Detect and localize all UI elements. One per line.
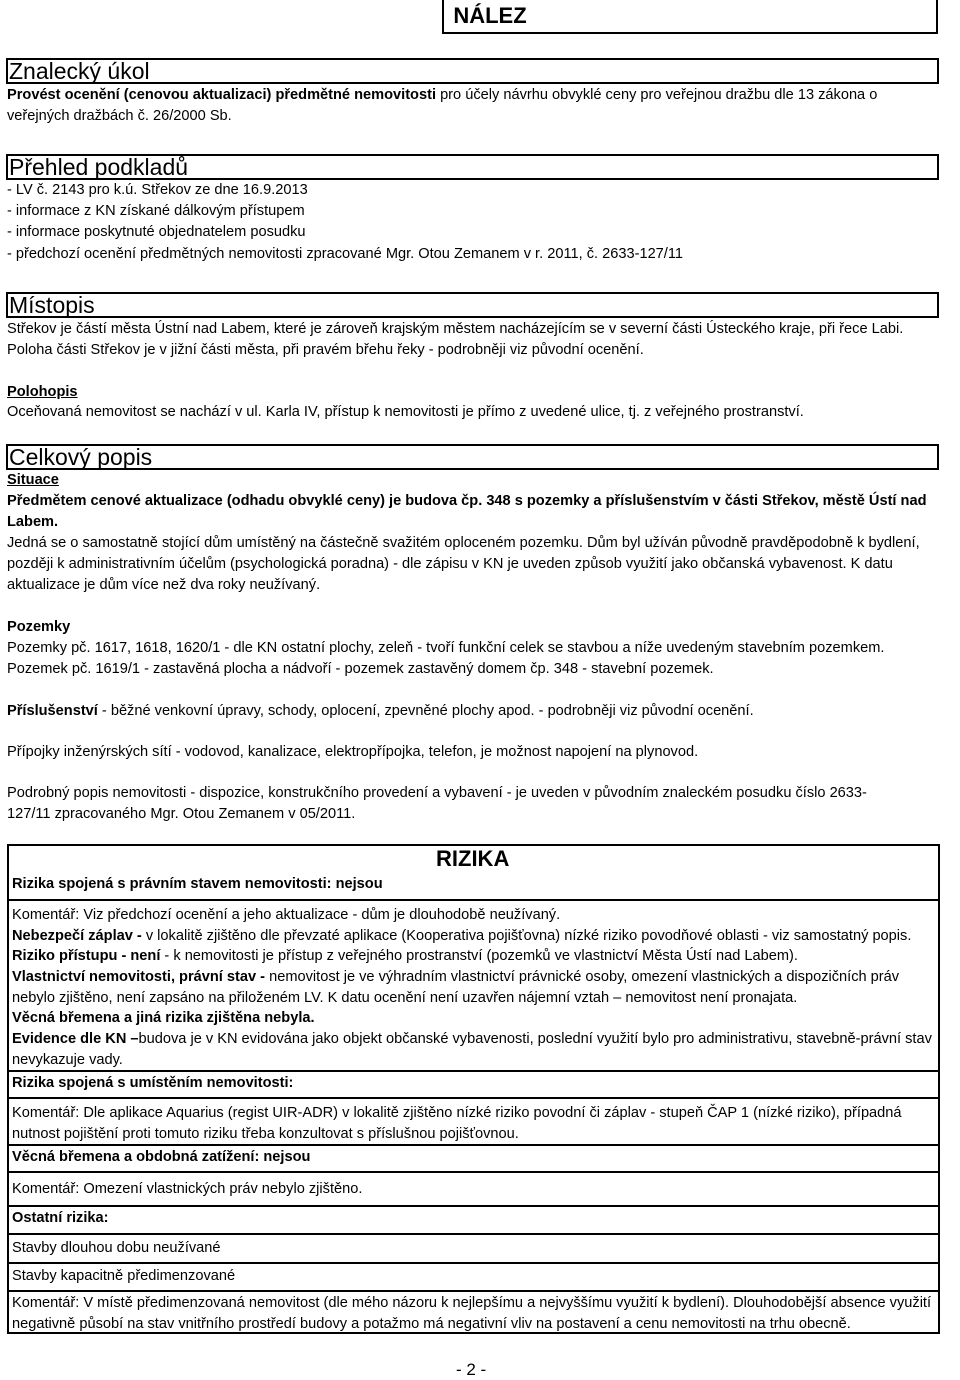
situace-text: Jedná se o samostatně stojící dům umístěný na částečně svažitém oploceném pozemku. Dům byl užíván původně pravděpodobně k bydlení, později k administrativním účelům (psychologická poradna) - dle zápisu v KN je uveden způsob využití jako občanská vybavenost. K datu aktualizace je dům více než dva roky neužívaný. bbox=[7, 535, 920, 593]
bremena-text: Věcná břemena a jiná rizika zjištěna nebyla. bbox=[12, 1010, 315, 1026]
vlastnictvi-label: Vlastnictví nemovitosti, právní stav - bbox=[12, 969, 266, 985]
komentar-text: Komentář: Viz předchozí ocenění a jeho aktualizace - dům je dlouhodobě neužívaný. bbox=[12, 907, 561, 923]
page-number: - 2 - bbox=[456, 1360, 487, 1379]
page-title: NÁLEZ bbox=[453, 3, 527, 28]
zaplav-label: Nebezpečí záplav - bbox=[12, 928, 142, 944]
pristup-text: - k nemovitosti je přístup z veřejného prostranství (pozemků ve vlastnictví Města Ústí nad Labem). bbox=[160, 948, 798, 964]
podklady-item: - LV č. 2143 pro k.ú. Střekov ze dne 16.9.2013 bbox=[7, 182, 308, 198]
divider bbox=[7, 1171, 940, 1173]
vlastnictvi-text: nemovitost je ve výhradním vlastnictví právnické osoby, omezení vlastnických a dispozičních práv nebylo zjištěno, není zapsáno na přiloženém LV. K datu ocenění není uzavřen nájemní vztah – nemovitost není pronajata. bbox=[12, 969, 900, 1006]
podklady-item: - informace poskytnuté objednatelem posudku bbox=[7, 224, 306, 240]
pripojky-text: Přípojky inženýrských sítí - vodovod, kanalizace, elektropřípojka, telefon, je možnost napojení na plynovod. bbox=[7, 744, 699, 760]
polohopis-label: Polohopis bbox=[7, 384, 78, 400]
situace-label: Situace bbox=[7, 472, 59, 488]
divider bbox=[7, 1233, 940, 1235]
evidence-label: Evidence dle KN – bbox=[12, 1031, 139, 1047]
section-heading-popis: Celkový popis bbox=[9, 444, 153, 470]
prislusenstvi-text: - běžné venkovní úpravy, schody, oplocení, zpevněné plochy apod. - podrobněji viz původní ocenění. bbox=[97, 703, 754, 719]
mistopis-text: Střekov je částí města Ústní nad Labem, které je zároveň krajským městem nacházejícím se v severní části Ústeckého kraje, při řece Labi. Poloha části Střekov je v jižní části města, při pravém břehu řeky - podrobněji viz původní ocenění. bbox=[7, 321, 904, 358]
pozemky-line: Pozemek pč. 1619/1 - zastavěná plocha a nádvoří - pozemek zastavěný domem čp. 348 - stavební pozemek. bbox=[7, 661, 714, 677]
vlastnictvi-paragraph bbox=[12, 967, 932, 1009]
section-box-mistopis bbox=[6, 292, 939, 318]
komentar-text: Komentář: Dle aplikace Aquarius (regist UIR-ADR) v lokalitě zjištěno nízké riziko povodní či záplav - stupeň ČAP 1 (nízké riziko), případná nutnost pojištění proti tomuto riziku třeba konzultovat s příslušnou pojišťovnou. bbox=[12, 1105, 902, 1142]
ostatni-item: Stavby kapacitně předimenzované bbox=[12, 1268, 236, 1284]
bremena2-label: Věcná břemena a obdobná zatížení: nejsou bbox=[12, 1149, 311, 1165]
komentar-text: Komentář: V místě předimenzovaná nemovitost (dle mého názoru k nejlepšímu a nejvyššímu využití k bydlení). Dlouhodobější absence využití negativně působí na stav vnitřního prostředí budovy a potažmo má negativní vliv na postavení a cenu nemovitosti na trhu obecně. bbox=[12, 1295, 932, 1332]
zaplav-text: v lokalitě zjištěno dle převzaté aplikace (Kooperativa pojišťovna) nízké riziko povodňové oblasti - viz samostatný popis. bbox=[141, 928, 912, 944]
divider bbox=[7, 1097, 940, 1099]
prislusenstvi-paragraph bbox=[7, 701, 952, 722]
divider bbox=[7, 1290, 940, 1292]
polohopis-text: Oceňovaná nemovitost se nachází v ul. Karla IV, přístup k nemovitosti je přímo z uvedené ulice, tj. z veřejného prostranství. bbox=[7, 404, 804, 420]
pravni-label: Rizika spojená s právním stavem nemovitosti: nejsou bbox=[12, 876, 383, 892]
ukol-paragraph bbox=[7, 85, 942, 127]
section-heading-podklady: Přehled podkladů bbox=[9, 154, 189, 180]
ukol-bold: Provést ocenění (cenovou aktualizaci) předmětné nemovitosti bbox=[7, 87, 437, 103]
ostatni-item: Stavby dlouhou dobu neužívané bbox=[12, 1240, 221, 1256]
pristup-label: Riziko přístupu - není bbox=[12, 948, 161, 964]
situace-bold: Předmětem cenové aktualizace (odhadu obvyklé ceny) je budova čp. 348 s pozemky a příslušenstvím v části Střekov, městě Ústí nad Labem. bbox=[7, 493, 927, 530]
evidence-paragraph bbox=[12, 1029, 932, 1071]
divider bbox=[7, 1205, 940, 1207]
rizika-heading: RIZIKA bbox=[436, 846, 510, 871]
evidence-text: budova je v KN evidována jako objekt občanské vybavenosti, poslední využití bylo pro administrativu, stavebně-právní stav nevykazuje vady. bbox=[12, 1031, 932, 1068]
pristup-paragraph bbox=[12, 946, 932, 967]
divider bbox=[7, 899, 940, 901]
podrobny-popis: Podrobný popis nemovitosti - dispozice, konstrukčního provedení a vybavení - je uveden v původním znaleckém posudku číslo 2633-127/11 zpracovaného Mgr. Otou Zemanem v 05/2011. bbox=[7, 785, 867, 822]
ostatni-label: Ostatní rizika: bbox=[12, 1210, 109, 1226]
pozemky-line: Pozemky pč. 1617, 1618, 1620/1 - dle KN ostatní plochy, zeleň - tvoří funkční celek se stavbou a níže uvedeným stavebním pozemkem. bbox=[7, 640, 885, 656]
podklady-item: - předchozí ocenění předmětných nemovitosti zpracované Mgr. Otou Zemanem v r. 2011, č. 2633-127/11 bbox=[7, 246, 683, 262]
pozemky-label: Pozemky bbox=[7, 619, 71, 635]
ukol-rest: pro účely návrhu obvyklé ceny pro veřejnou dražbu dle 13 zákona o veřejných dražbách č. 26/2000 Sb. bbox=[7, 87, 878, 124]
divider bbox=[7, 1070, 940, 1072]
komentar-text: Komentář: Omezení vlastnických práv nebylo zjištěno. bbox=[12, 1181, 363, 1197]
umisteni-label: Rizika spojená s umístěním nemovitosti: bbox=[12, 1075, 294, 1091]
section-heading-mistopis: Místopis bbox=[9, 292, 95, 318]
divider bbox=[7, 1262, 940, 1264]
prislusenstvi-label: Příslušenství bbox=[7, 703, 98, 719]
divider bbox=[7, 1144, 940, 1146]
zaplav-paragraph bbox=[12, 926, 932, 947]
podklady-item: - informace z KN získané dálkovým přístupem bbox=[7, 203, 305, 219]
section-heading-ukol: Znalecký úkol bbox=[9, 58, 150, 84]
